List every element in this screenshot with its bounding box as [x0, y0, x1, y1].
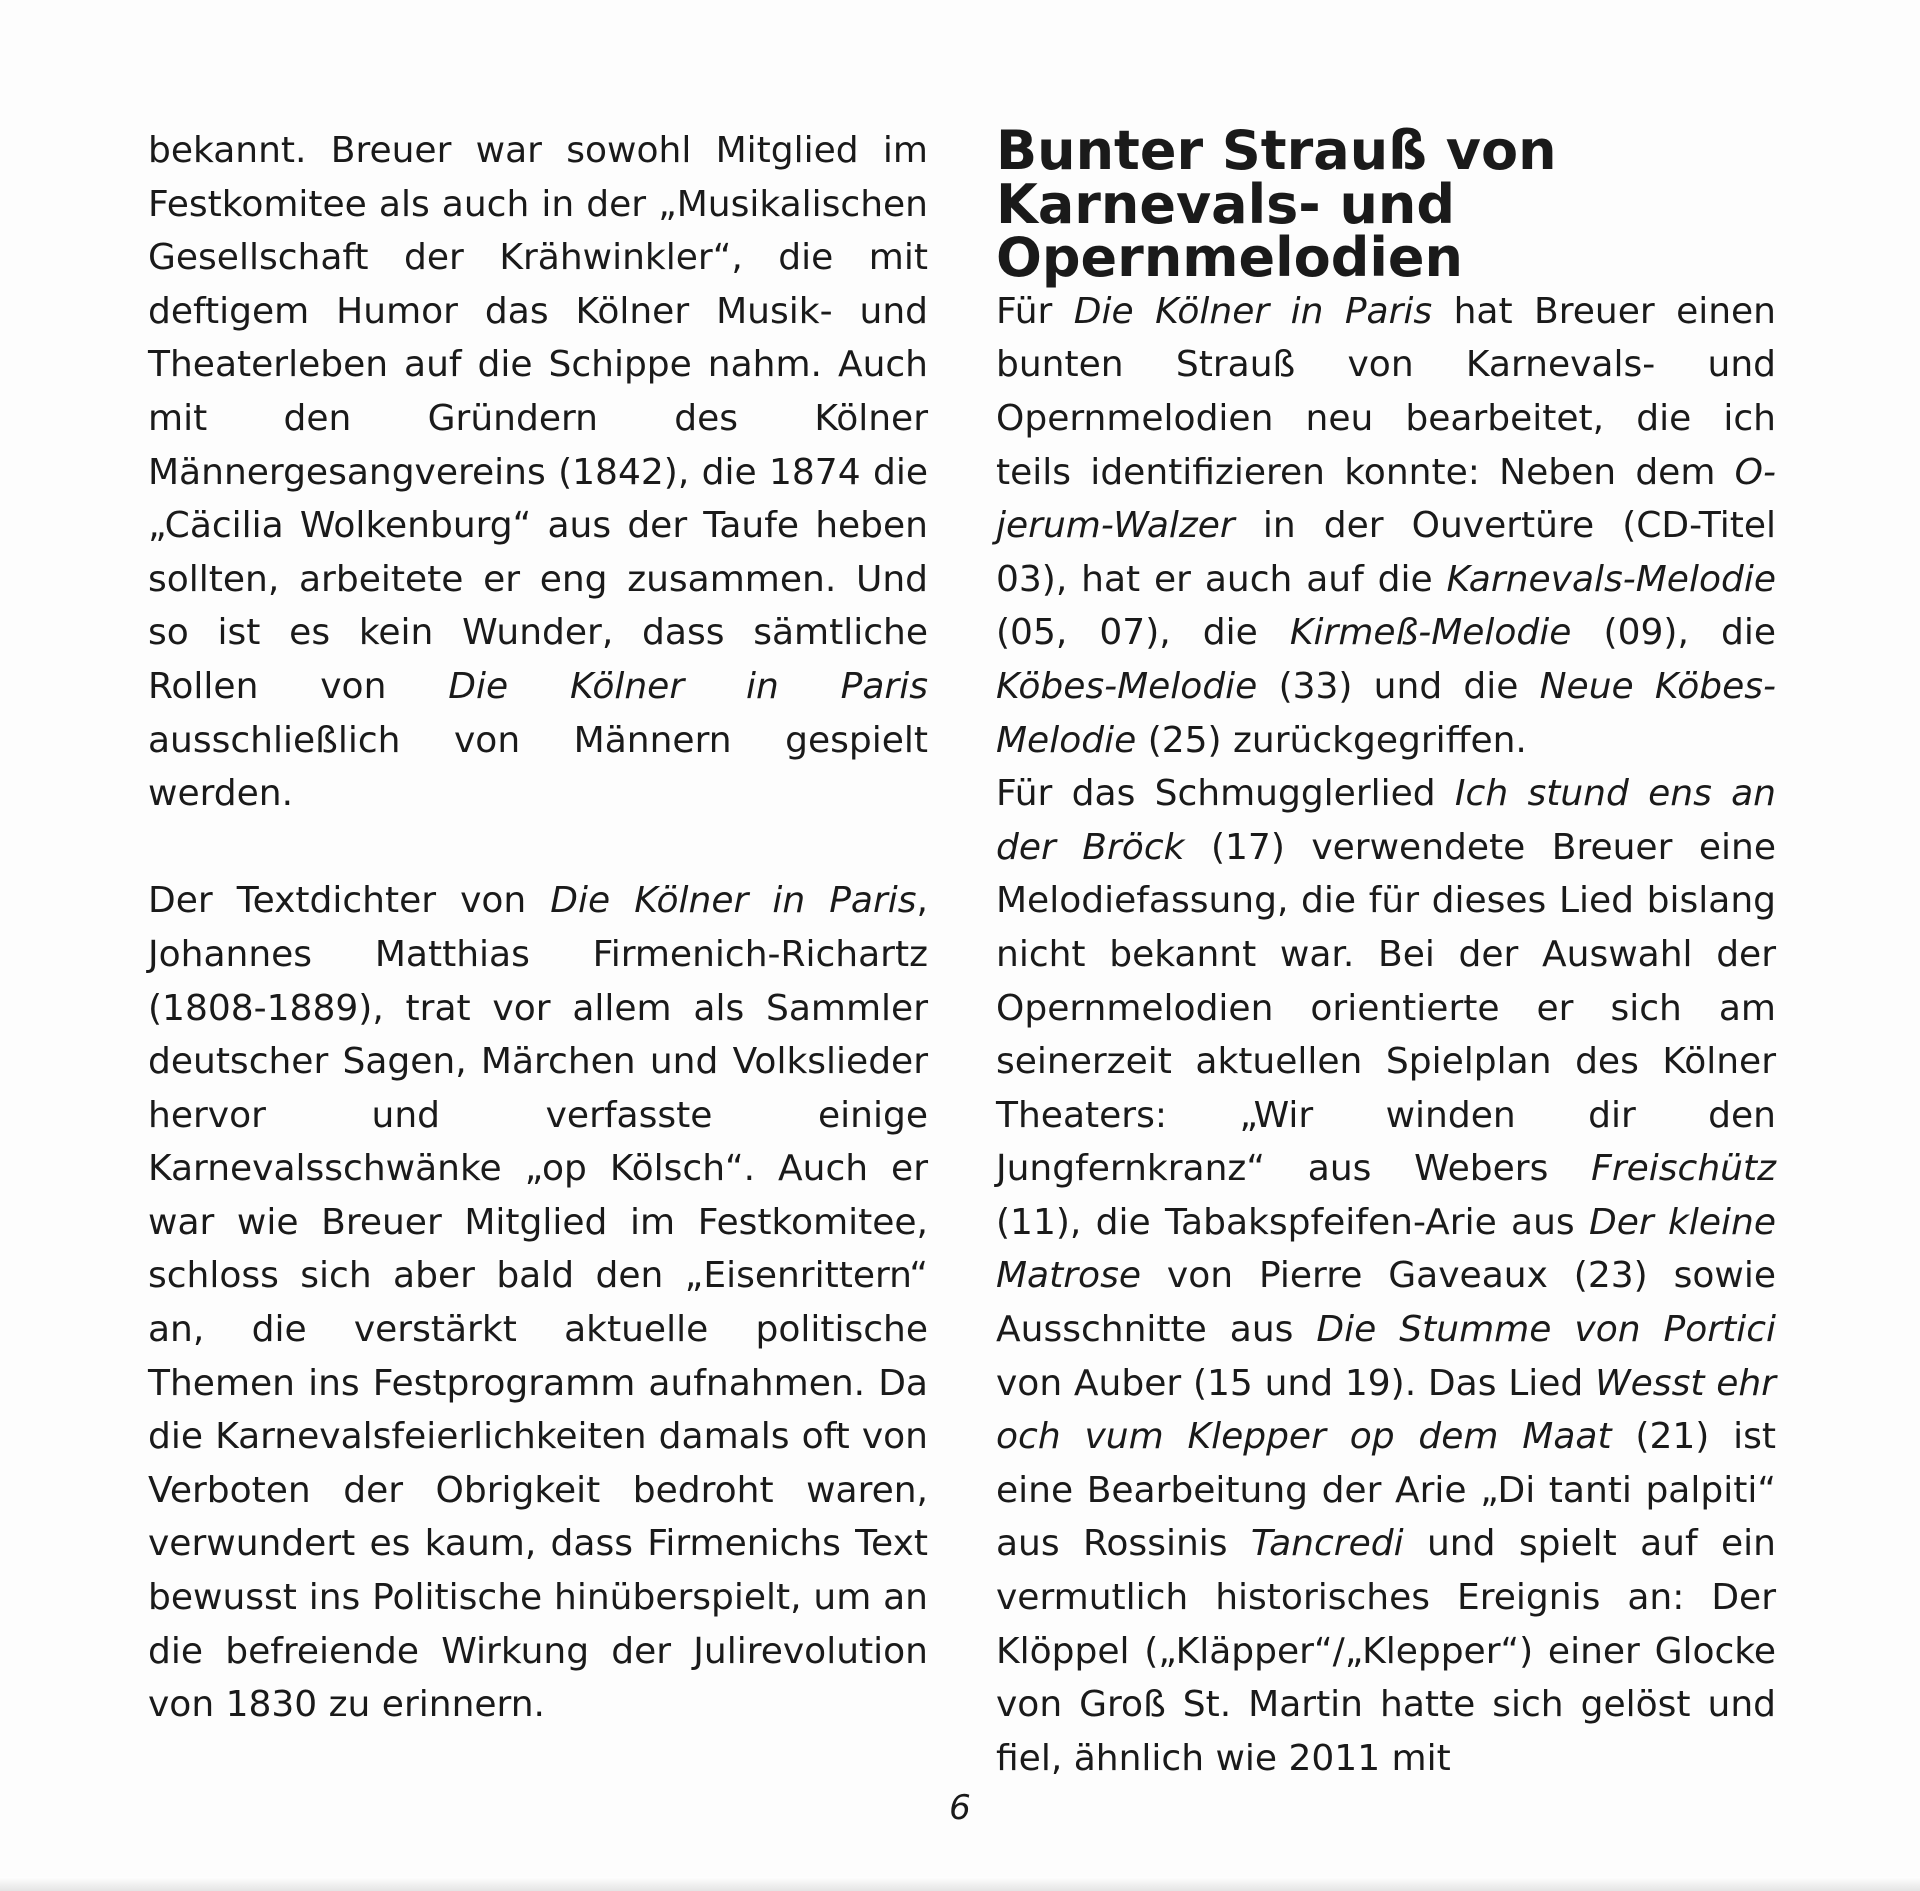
- text-run: (05, 07), die: [996, 612, 1290, 654]
- italic-title-run: Tancredi: [1250, 1523, 1404, 1565]
- right-column: [996, 119, 1777, 1785]
- left-paragraph-2: [148, 874, 928, 1732]
- page-number: 6: [949, 1788, 971, 1828]
- text-run: Für das Schmugglerlied: [996, 773, 1455, 815]
- text-run: von Pierre Gaveaux (23) sowie Ausschnitte aus: [996, 1255, 1776, 1351]
- text-run: (25) zurückgegriffen.: [1136, 719, 1527, 761]
- italic-title-run: Neue Köbes-Melodie: [996, 665, 1776, 761]
- italic-title-run: Freischütz: [1591, 1148, 1776, 1190]
- right-paragraph-1: [996, 285, 1776, 767]
- italic-title-run: Die Kölner in Paris: [550, 880, 917, 922]
- italic-title-run: Ich stund ens an der Bröck: [996, 773, 1776, 868]
- text-run: bekannt. Breuer war sowohl Mitglied im Festkomitee als auch in der „Musikalischen Gesellschaft der Krähwinkler“, die mit deftigem Humor das Kölner Musik- und Theaterleben auf die Schippe nahm. Auch mit den Gründern des Kölner Männergesangvereins (1842), die 1874 die „Cäcilia Wolkenburg“ aus der Taufe heben sollten, arbeitete er eng zusammen. Und so ist es kein Wunder, dass sämtliche Rollen von: [148, 130, 928, 707]
- text-run: (09), die: [1571, 612, 1776, 654]
- italic-title-run: O-jerum-Walzer: [996, 451, 1776, 547]
- text-run: von Auber (15 und 19). Das Lied: [996, 1362, 1596, 1404]
- italic-title-run: Karnevals-Melodie: [1446, 558, 1776, 600]
- italic-title-run: Der kleine Matrose: [996, 1201, 1777, 1297]
- italic-title-run: Wesst ehr och vum Klepper op dem Maat: [996, 1362, 1776, 1458]
- left-paragraph-1: [148, 124, 928, 821]
- italic-title-run: Die Stumme von Portici: [1316, 1309, 1776, 1351]
- text-run: hat Breuer einen bunten Strauß von Karnevals- und Opernmelodien neu bearbeitet, die ich teils identifizieren konnte: Neben dem: [996, 290, 1776, 493]
- text-run: (17) verwendete Breuer eine Melodiefassung, die für dieses Lied bislang nicht bekannt war. Bei der Auswahl der Opernmelodien orientierte er sich am seinerzeit aktuellen Spielplan des Kölner Theaters: „Wir winden dir den Jungfernkranz“ aus Webers: [996, 826, 1776, 1190]
- italic-title-run: Kirmeß-Melodie: [1289, 612, 1572, 654]
- text-run: (33) und die: [1257, 665, 1540, 707]
- text-run: (11), die Tabakspfeifen-Arie aus: [996, 1201, 1590, 1243]
- section-heading: Bunter Strauß von Karnevals- und Opernmelodien: [996, 119, 1557, 290]
- italic-title-run: Köbes-Melodie: [996, 665, 1258, 707]
- italic-title-run: Die Kölner in Paris: [1073, 290, 1433, 332]
- text-run: , Johannes Matthias Firmenich-Richartz (1808-1889), trat vor allem als Sammler deutscher Sagen, Märchen und Volkslieder hervor und verfasste einige Karnevalsschwänke „op Kölsch“. Auch er war wie Breuer Mitglied im Festkomitee, schloss sich aber bald den „Eisenrittern“ an, die verstärkt aktuelle politische Themen ins Festprogramm aufnahmen. Da die Karnevalsfeierlichkeiten damals oft von Verboten der Obrigkeit bedroht waren, verwundert es kaum, dass Firmenichs Text bewusst ins Politische hinüberspielt, um an die befreiende Wirkung der Julirevolution von 1830 zu erinnern.: [148, 880, 928, 1726]
- text-run: (21) ist eine Bearbeitung der Arie „Di tanti palpiti“ aus Rossinis: [996, 1416, 1776, 1565]
- text-run: und spielt auf ein vermutlich historisches Ereignis an: Der Klöppel („Kläpper“/„Klepper“) einer Glocke von Groß St. Martin hatte sich gelöst und fiel, ähnlich wie 2011 mit: [996, 1523, 1776, 1779]
- italic-title-run: Die Kölner in Paris: [448, 665, 928, 707]
- text-run: ausschließlich von Männern gespielt werden.: [148, 719, 928, 815]
- text-run: Der Textdichter von: [148, 880, 551, 922]
- text-run: Für: [996, 290, 1074, 332]
- left-column: [148, 124, 928, 1732]
- right-paragraph-2: [996, 767, 1776, 1785]
- text-run: in der Ouvertüre (CD-Titel 03), hat er auch auf die: [996, 505, 1776, 600]
- page-edge-shadow: [0, 1877, 1920, 1891]
